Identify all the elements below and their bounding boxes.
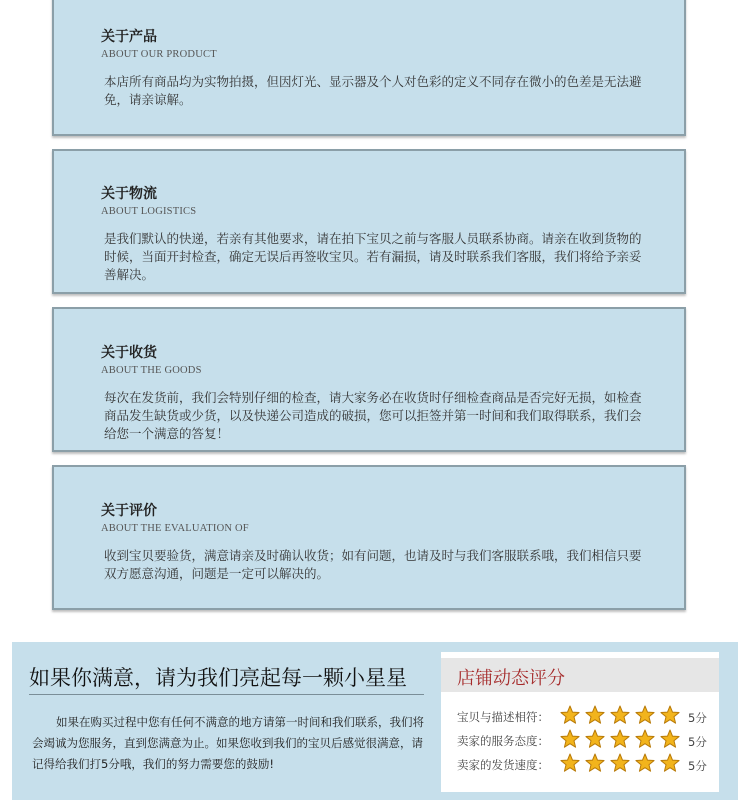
score-value: 5分 <box>688 711 707 725</box>
score-label: 卖家的发货速度： <box>457 758 549 772</box>
star-icon <box>635 753 655 773</box>
info-card-evaluation <box>52 465 686 610</box>
star-icon <box>660 729 680 749</box>
star-icon <box>560 753 580 773</box>
star-icon <box>585 729 605 749</box>
star-icon <box>585 705 605 725</box>
score-row-shipping <box>457 753 712 775</box>
rating-description: 如果在购买过程中您有任何不满意的地方请第一时间和我们联系，我们将会竭诚为您服务，直到您满意为止。如果您收到我们的宝贝后感觉很满意，请记得给我们打5分哦，我们的努力需要您的鼓励! <box>32 715 424 771</box>
score-panel-header <box>441 658 719 692</box>
star-icon <box>660 705 680 725</box>
info-card-product <box>52 0 686 136</box>
star-rating <box>560 705 680 727</box>
star-icon <box>585 753 605 773</box>
shop-score-panel <box>441 652 719 792</box>
score-value: 5分 <box>688 759 707 773</box>
star-icon <box>660 753 680 773</box>
star-icon <box>560 729 580 749</box>
card-title: 关于物流 <box>101 186 157 202</box>
info-card-goods <box>52 307 686 452</box>
info-card-logistics <box>52 149 686 294</box>
star-icon <box>560 705 580 725</box>
star-icon <box>635 705 655 725</box>
rating-slogan: 如果你满意，请为我们亮起每一颗小星星 <box>29 666 407 690</box>
score-label: 宝贝与描述相符： <box>457 710 549 724</box>
card-body: 本店所有商品均为实物拍摄，但因灯光、显示器及个人对色彩的定义不同存在微小的色差是无法避免，请亲谅解。 <box>104 74 642 107</box>
card-subtitle: ABOUT LOGISTICS <box>101 206 197 217</box>
card-body: 收到宝贝要验货，满意请亲及时确认收货；如有问题，也请及时与我们客服联系哦，我们相信只要双方愿意沟通，问题是一定可以解决的。 <box>104 548 642 581</box>
star-icon <box>610 729 630 749</box>
card-body: 是我们默认的快递，若亲有其他要求，请在拍下宝贝之前与客服人员联系协商。请亲在收到货物的时候，当面开封检查，确定无误后再签收宝贝。若有漏损，请及时联系我们客服，我们将给予亲妥善解决。 <box>104 231 642 282</box>
score-row-description <box>457 705 712 727</box>
slogan-divider <box>29 694 424 695</box>
star-icon <box>610 753 630 773</box>
star-icon <box>635 729 655 749</box>
star-rating <box>560 729 680 751</box>
card-subtitle: ABOUT OUR PRODUCT <box>101 49 217 60</box>
score-value: 5分 <box>688 735 707 749</box>
card-title: 关于评价 <box>101 503 157 519</box>
score-row-service <box>457 729 712 751</box>
card-body: 每次在发货前，我们会特别仔细的检查，请大家务必在收货时仔细检查商品是否完好无损，如检查商品发生缺货或少货，以及快递公司造成的破损，您可以拒签并第一时间和我们取得联系，我们会给您一个满意的答复！ <box>104 390 642 441</box>
card-title: 关于产品 <box>101 29 157 45</box>
score-panel-title: 店铺动态评分 <box>457 668 565 689</box>
rating-banner <box>12 642 738 800</box>
score-label: 卖家的服务态度： <box>457 734 549 748</box>
star-rating <box>560 753 680 775</box>
star-icon <box>610 705 630 725</box>
card-title: 关于收货 <box>101 345 157 361</box>
card-subtitle: ABOUT THE GOODS <box>101 365 202 376</box>
card-subtitle: ABOUT THE EVALUATION OF <box>101 523 249 534</box>
